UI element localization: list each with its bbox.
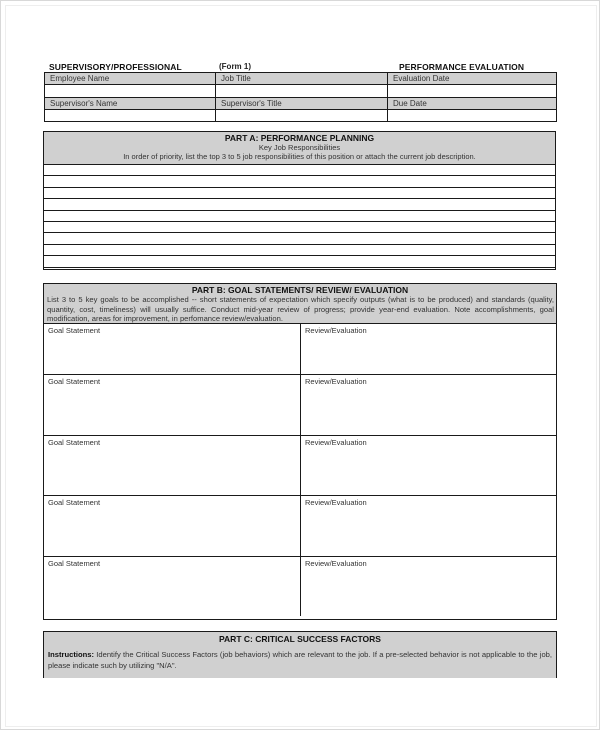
responsibility-line[interactable]: [44, 199, 555, 210]
goal-row: [44, 496, 556, 557]
part-a-instruction: In order of priority, list the top 3 to 5 job responsibilities of this position or attach the current job description.: [123, 152, 476, 161]
part-c-instructions: [44, 644, 556, 671]
employee-name-label: Employee Name: [45, 73, 216, 85]
due-date-field[interactable]: [388, 109, 557, 122]
goal-row: [44, 436, 556, 497]
supervisor-name-label: Supervisor's Name: [45, 97, 216, 109]
evaluation-date-field[interactable]: [388, 85, 557, 98]
responsibility-line[interactable]: [44, 256, 555, 267]
supervisor-title-label: Supervisor's Title: [216, 97, 388, 109]
part-c-section: [43, 631, 557, 678]
part-a-section: [43, 131, 556, 270]
goal-row: [44, 557, 556, 617]
job-title-field[interactable]: [216, 85, 388, 98]
responsibility-line[interactable]: [44, 245, 555, 256]
review-evaluation-field[interactable]: Review/Evaluation: [305, 326, 367, 335]
part-b-header: [44, 284, 556, 324]
part-a-header: [44, 132, 555, 165]
responsibility-line[interactable]: [44, 165, 555, 176]
responsibility-line[interactable]: [44, 268, 555, 278]
employee-info-table: [44, 72, 557, 122]
part-b-section: [43, 283, 557, 620]
document-title: PERFORMANCE EVALUATION: [399, 62, 525, 72]
responsibility-line[interactable]: [44, 233, 555, 244]
responsibility-line[interactable]: [44, 176, 555, 187]
goal-statement-field[interactable]: Goal Statement: [44, 496, 301, 556]
goal-row: [44, 324, 556, 375]
supervisor-title-field[interactable]: [216, 109, 388, 122]
goal-row: [44, 375, 556, 436]
part-a-title: PART A: PERFORMANCE PLANNING: [224, 133, 375, 143]
goal-statement-field[interactable]: Goal Statement: [44, 436, 301, 496]
part-a-subtitle: Key Job Responsibilities: [258, 143, 341, 152]
job-title-label: Job Title: [216, 73, 388, 85]
goal-statement-field[interactable]: Goal Statement: [44, 375, 301, 435]
review-evaluation-field[interactable]: Review/Evaluation: [305, 437, 367, 447]
evaluation-date-label: Evaluation Date: [388, 73, 557, 85]
goal-statement-field[interactable]: Goal Statement: [44, 324, 301, 374]
review-evaluation-field[interactable]: Review/Evaluation: [305, 498, 367, 507]
form-number-label: (Form 1): [219, 62, 251, 71]
supervisor-name-field[interactable]: [45, 109, 216, 122]
form-category-title: SUPERVISORY/PROFESSIONAL: [49, 62, 182, 72]
goal-rows: [44, 324, 556, 616]
employee-name-field[interactable]: [45, 85, 216, 98]
part-c-title: PART C: CRITICAL SUCCESS FACTORS: [219, 634, 381, 644]
responsibility-line[interactable]: [44, 222, 555, 233]
responsibilities-lines: [44, 165, 555, 278]
responsibility-line[interactable]: [44, 211, 555, 222]
review-evaluation-field[interactable]: Review/Evaluation: [305, 377, 367, 386]
due-date-label: Due Date: [388, 97, 557, 109]
part-b-description: List 3 to 5 key goals to be accomplished -- short statements of expectation which specify outputs (what is to be produced) and standards (quality, quantity, cost, timeliness) will usually suffice. Conduct mid-year review of progress; provide year-end evaluation. Note accomplishments, goal modification, areas for improvement, in perfomance review/evaluation.: [47, 295, 554, 323]
instructions-text: Identify the Critical Success Factors (job behaviors) which are relevant to the job. If a pre-selected behavior is not applicable to the job, please indicate such by utilizing "N/A".: [48, 650, 552, 670]
review-evaluation-field[interactable]: Review/Evaluation: [305, 558, 367, 568]
responsibility-line[interactable]: [44, 188, 555, 199]
part-b-title: PART B: GOAL STATEMENTS/ REVIEW/ EVALUATION: [191, 285, 409, 295]
goal-statement-field[interactable]: Goal Statement: [44, 557, 301, 617]
instructions-label: Instructions:: [48, 650, 94, 659]
